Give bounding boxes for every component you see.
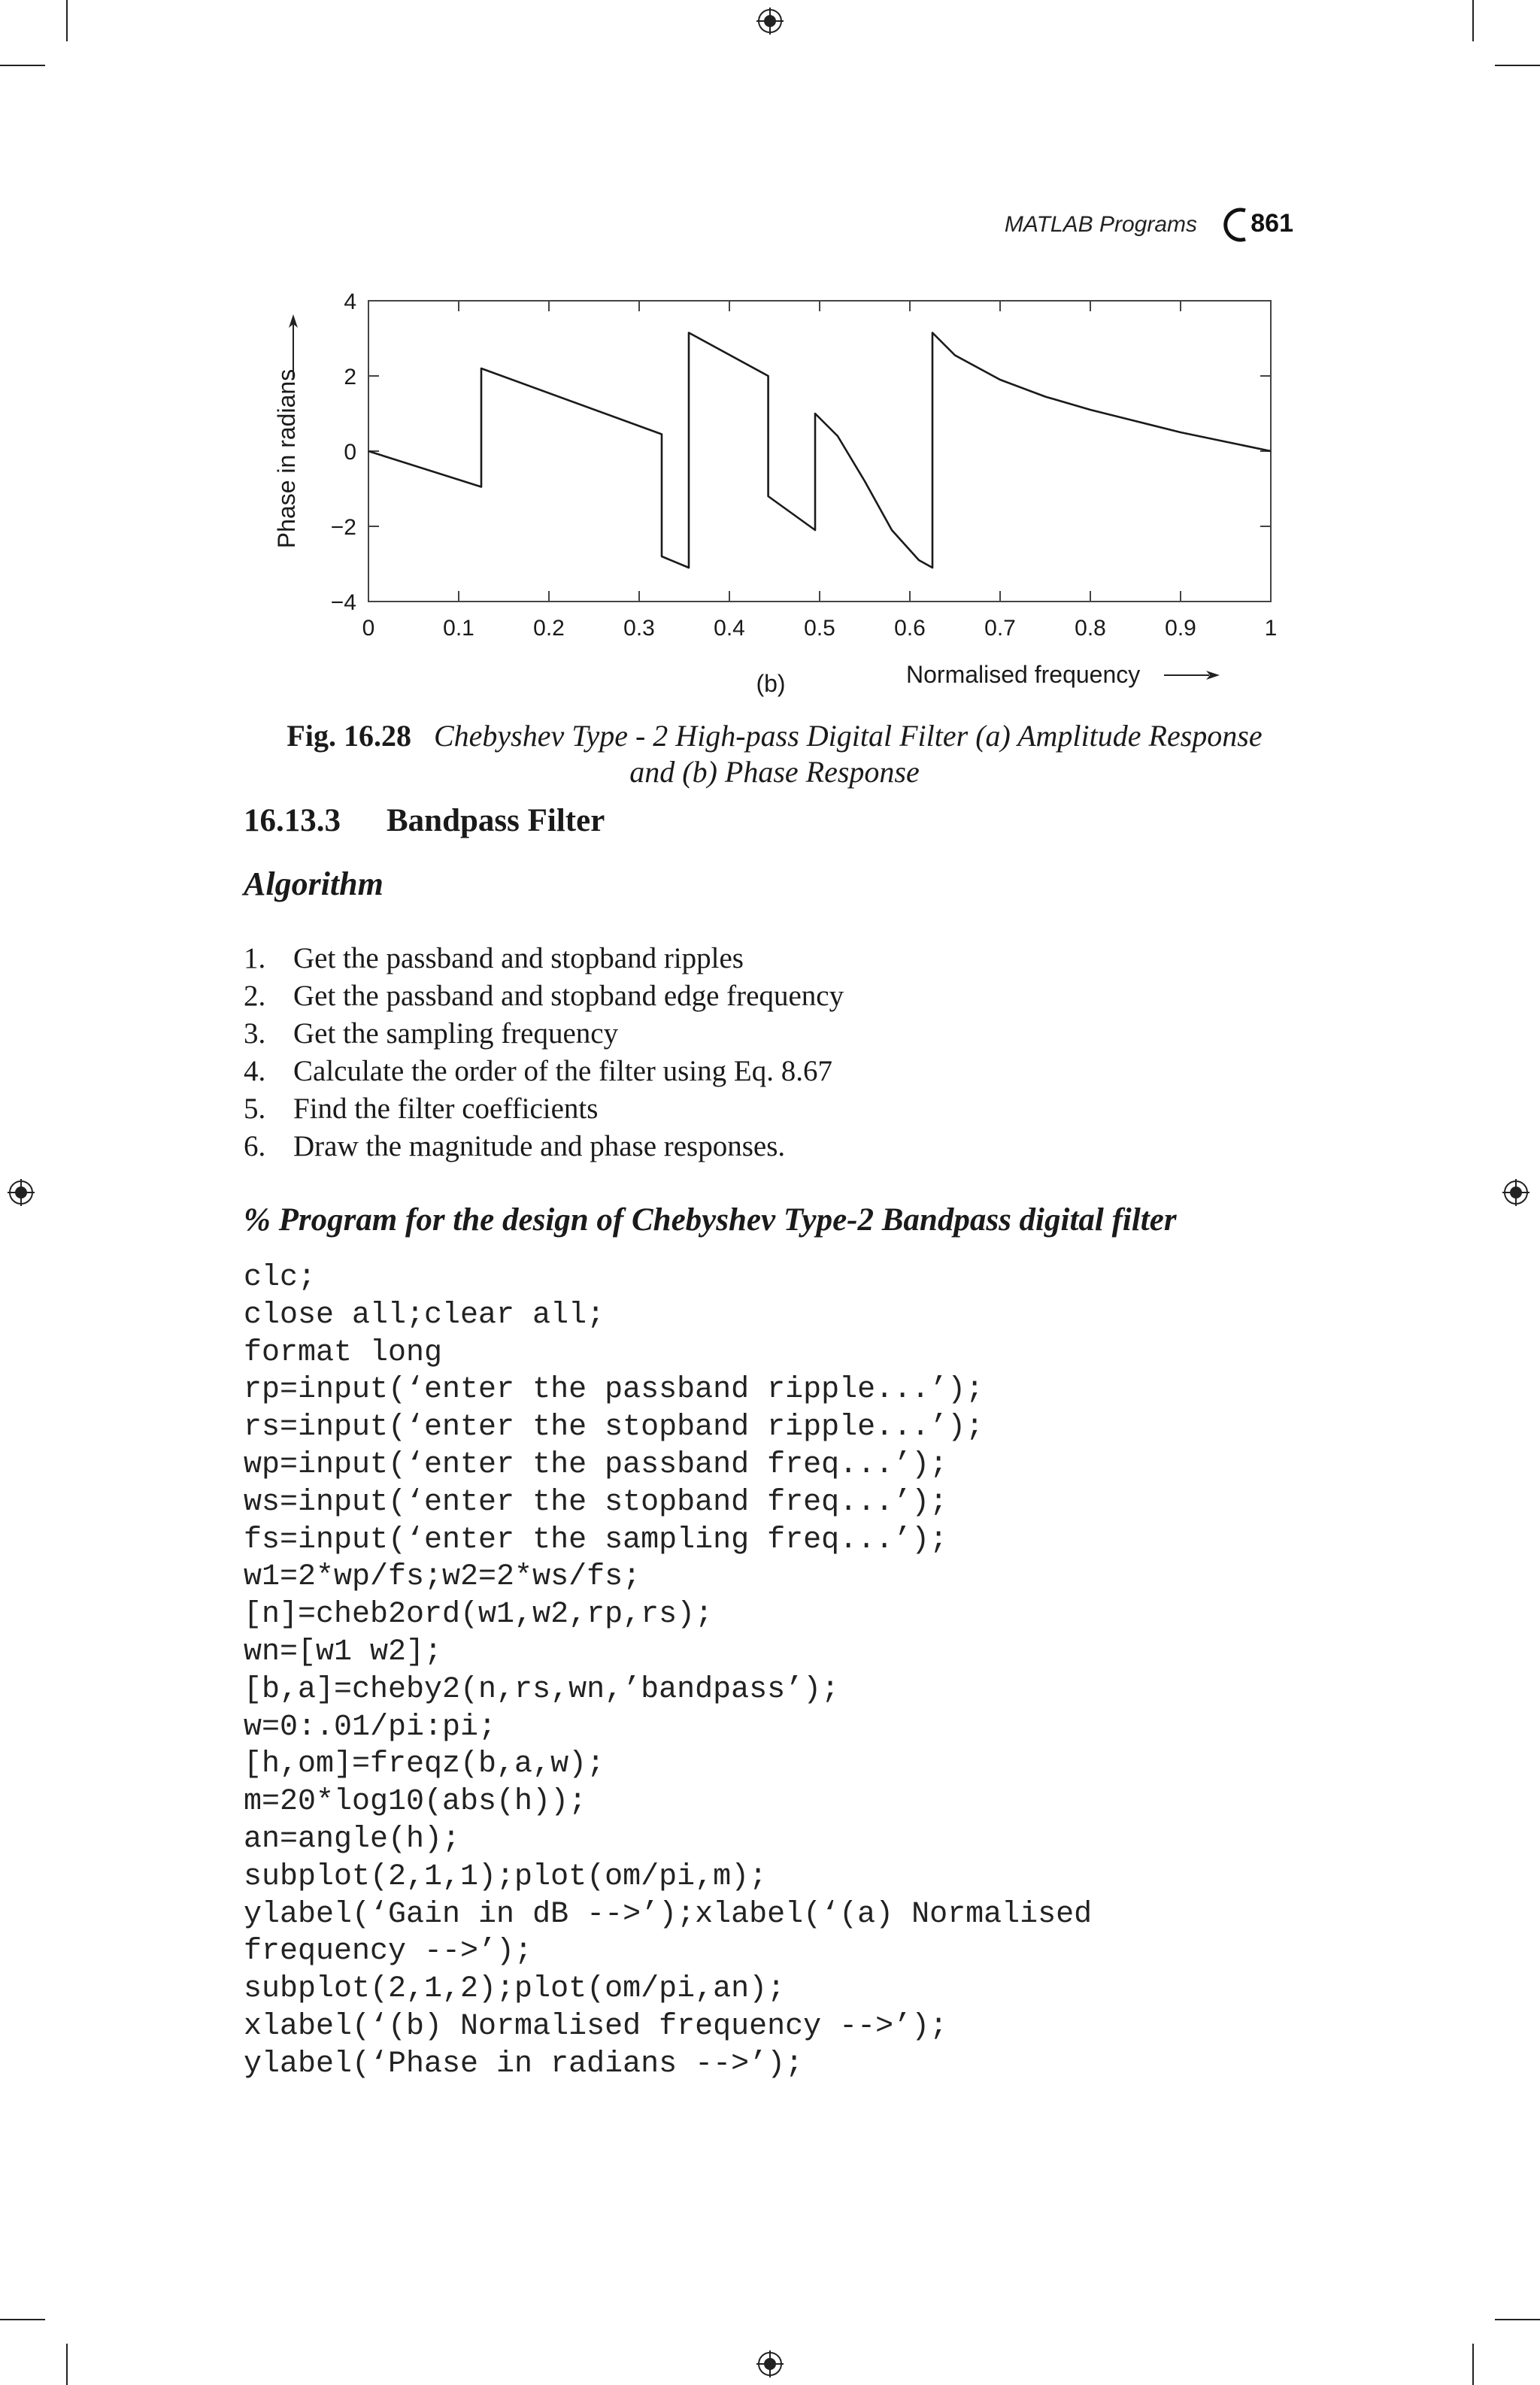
code-line: w=0:.01/pi:pi; (244, 1710, 497, 1744)
code-line: [h,om]=freqz(b,a,w); (244, 1747, 605, 1782)
step-number: 2. (244, 980, 266, 1012)
registration-mark-icon (6, 1177, 36, 1208)
series-line (368, 333, 1271, 568)
code-line: clc; (244, 1261, 317, 1295)
y-tick-label: −4 (330, 590, 356, 615)
x-tick-label: 0.1 (443, 616, 474, 641)
code-line: rs=input(‘enter the stopband ripple...’); (244, 1411, 984, 1445)
section-title: Bandpass Filter (387, 803, 605, 838)
crop-mark (0, 65, 45, 66)
page-tab-arc-icon (1215, 208, 1250, 242)
step-number: 1. (244, 942, 266, 974)
algorithm-steps (244, 940, 844, 1165)
algorithm-heading: Algorithm (244, 865, 383, 902)
x-tick-label: 1 (1264, 616, 1278, 641)
x-tick-label: 0.3 (623, 616, 655, 641)
list-item (244, 1015, 844, 1053)
y-tick-label: 2 (344, 365, 356, 389)
program-heading: % Program for the design of Chebyshev Type-2 Bandpass digital filter (244, 1202, 1177, 1238)
code-line: fs=input(‘enter the sampling freq...’); (244, 1523, 948, 1557)
step-number: 3. (244, 1017, 266, 1050)
crop-mark (66, 2344, 68, 2385)
page-number: 861 (1250, 209, 1293, 238)
code-line: [b,a]=cheby2(n,rs,wn,’bandpass’); (244, 1672, 840, 1707)
y-tick-label: 4 (344, 289, 356, 314)
registration-mark-icon (755, 2349, 785, 2379)
code-line: ws=input(‘enter the stopband freq...’); (244, 1485, 948, 1520)
x-tick-label: 0.2 (533, 616, 565, 641)
code-line: subplot(2,1,2);plot(om/pi,an); (244, 1972, 786, 2007)
code-line: wp=input(‘enter the passband freq...’); (244, 1447, 948, 1482)
y-tick-label: −2 (330, 515, 356, 540)
x-tick-label: 0.6 (894, 616, 926, 641)
code-line: w1=2*wp/fs;w2=2*ws/fs; (244, 1560, 641, 1595)
code-block (244, 1259, 1092, 2083)
x-axis-ticks (362, 301, 1278, 641)
list-item (244, 977, 844, 1015)
code-line: format long (244, 1335, 443, 1370)
code-line: an=angle(h); (244, 1822, 461, 1856)
step-text: Get the passband and stopband ripples (293, 942, 744, 974)
step-text: Draw the magnitude and phase responses. (293, 1130, 786, 1162)
crop-mark (1472, 0, 1474, 41)
x-axis-arrow-icon (1164, 671, 1220, 680)
x-tick-label: 0.8 (1075, 616, 1106, 641)
list-item (244, 1128, 844, 1165)
code-line: rp=input(‘enter the passband ripple...’); (244, 1373, 984, 1408)
list-item (244, 1053, 844, 1090)
crop-mark (66, 0, 68, 41)
phase-response-chart (256, 278, 1293, 711)
code-line: ylabel(‘Gain in dB -->’);xlabel(‘(a) Normalised (244, 1897, 1093, 1932)
section-heading (244, 802, 605, 839)
y-tick-label: 0 (344, 440, 356, 465)
code-line: [n]=cheb2ord(w1,w2,rp,rs); (244, 1598, 714, 1632)
running-head (978, 208, 1293, 245)
figure-caption-line1: Chebyshev Type - 2 High-pass Digital Filter (a) Amplitude Response (433, 719, 1263, 753)
figure-caption-line2: and (b) Phase Response (629, 755, 920, 789)
list-item (244, 1090, 844, 1128)
registration-mark-icon (755, 6, 785, 36)
crop-mark (1495, 65, 1540, 66)
figure-label: Fig. 16.28 (286, 719, 411, 753)
code-line: m=20*log10(abs(h)); (244, 1785, 587, 1820)
section-number: 16.13.3 (244, 803, 341, 838)
crop-mark (1495, 2319, 1540, 2320)
list-item (244, 940, 844, 977)
x-tick-label: 0.4 (714, 616, 745, 641)
step-text: Calculate the order of the filter using Eq. 8.67 (293, 1055, 832, 1087)
step-number: 4. (244, 1055, 266, 1087)
step-text: Find the filter coefficients (293, 1092, 599, 1125)
step-number: 5. (244, 1092, 266, 1125)
x-tick-label: 0.5 (804, 616, 835, 641)
y-axis-label: Phase in radians (273, 368, 300, 549)
crop-mark (1472, 2344, 1474, 2385)
y-axis-ticks (331, 289, 1271, 615)
step-number: 6. (244, 1130, 266, 1162)
series-group (368, 333, 1271, 568)
code-line: xlabel(‘(b) Normalised frequency -->’); (244, 2009, 948, 2044)
x-tick-label: 0.7 (984, 616, 1016, 641)
crop-mark (0, 2319, 45, 2320)
running-title: MATLAB Programs (1004, 212, 1197, 237)
code-line: frequency -->’); (244, 1935, 533, 1969)
x-axis-label: Normalised frequency (906, 661, 1141, 688)
x-tick-label: 0.9 (1165, 616, 1196, 641)
step-text: Get the sampling frequency (293, 1017, 619, 1050)
registration-mark-icon (1501, 1177, 1531, 1208)
step-text: Get the passband and stopband edge frequency (293, 980, 844, 1012)
code-line: ylabel(‘Phase in radians -->’); (244, 2047, 804, 2081)
chart-frame (368, 301, 1271, 602)
x-tick-label: 0 (362, 616, 375, 641)
subplot-label: (b) (756, 670, 786, 697)
code-line: close all;clear all; (244, 1298, 605, 1332)
code-line: subplot(2,1,1);plot(om/pi,m); (244, 1859, 768, 1894)
code-line: wn=[w1 w2]; (244, 1635, 443, 1669)
figure-caption (256, 718, 1293, 790)
